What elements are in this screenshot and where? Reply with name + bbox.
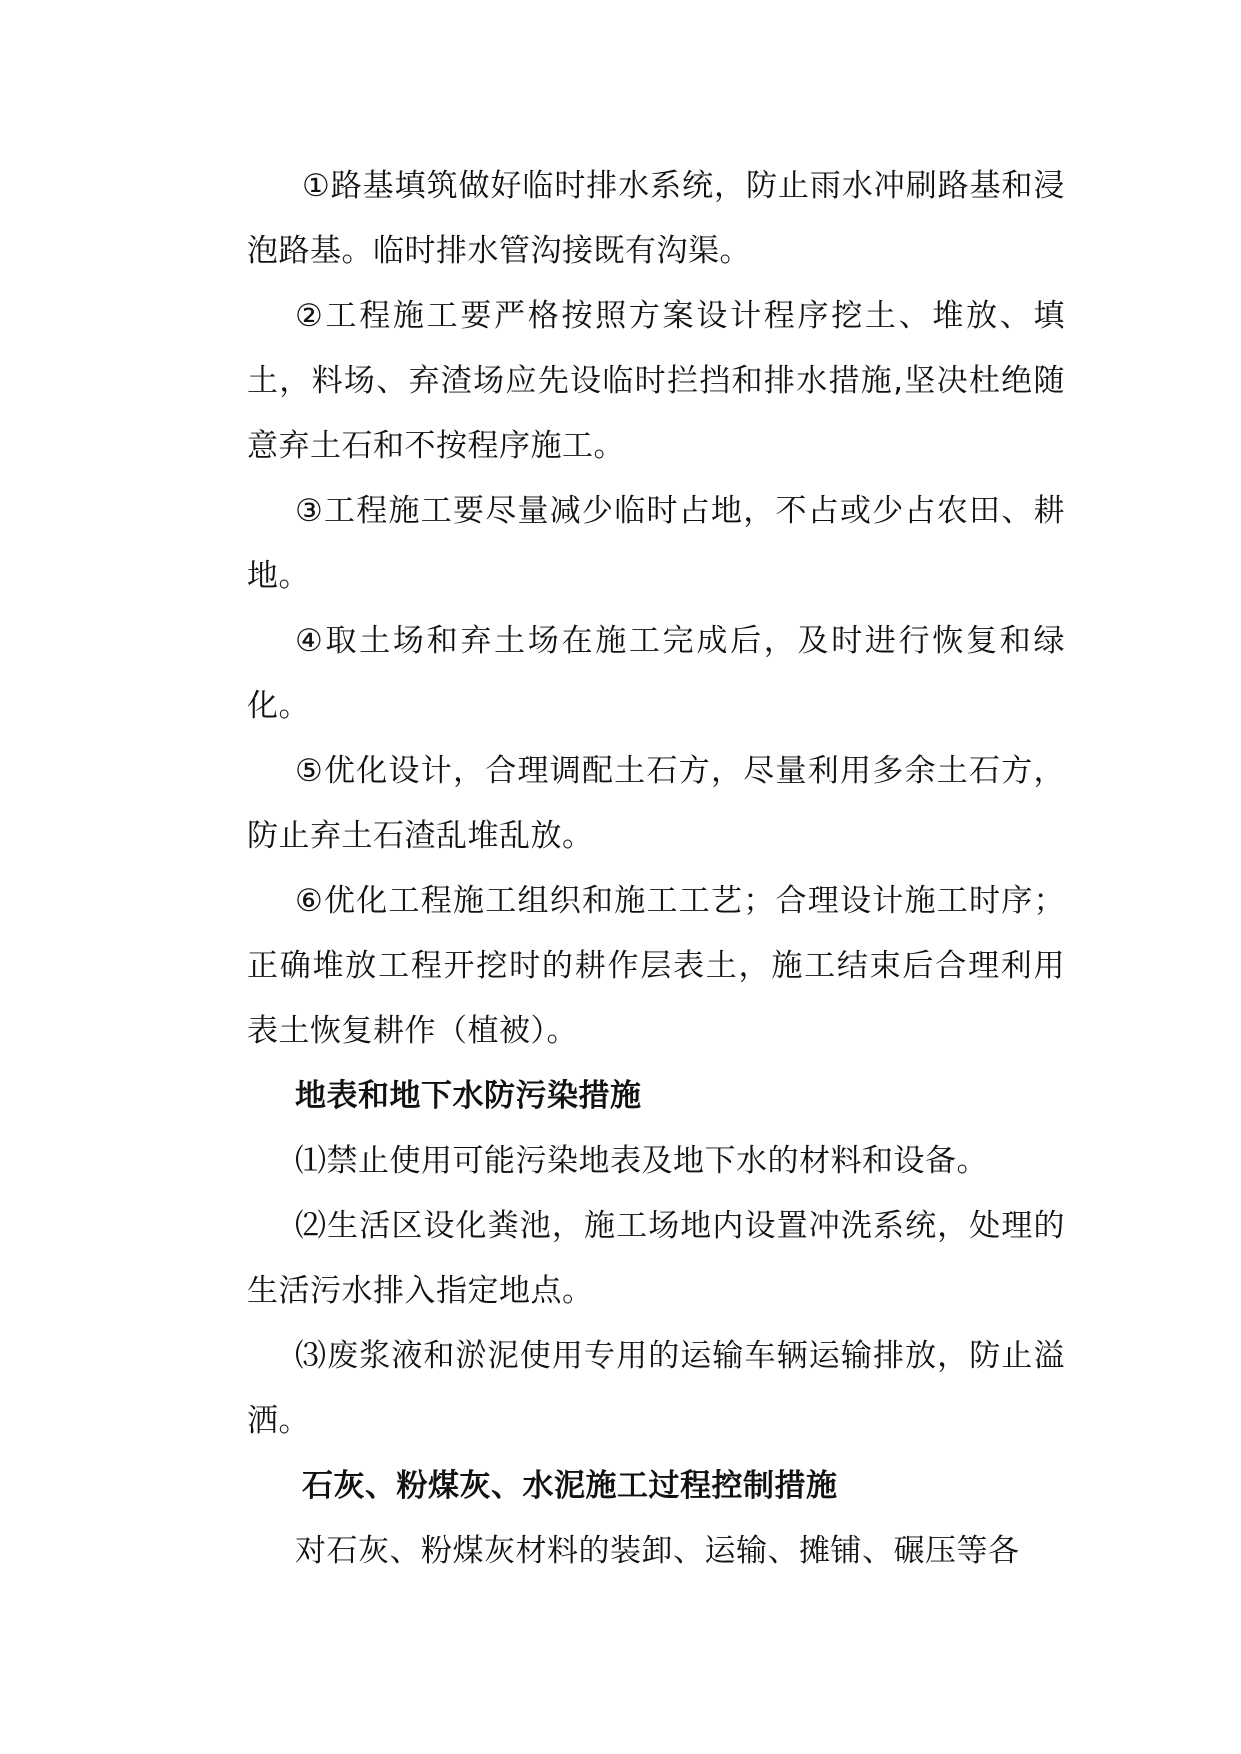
paragraph-item-6: ⑥优化工程施工组织和施工工艺；合理设计施工时序；正确堆放工程开挖时的耕作层表土，施工结束后合理利用表土恢复耕作（植被）。	[247, 883, 1065, 1049]
section-heading-lime-cement: 石灰、粉煤灰、水泥施工过程控制措施	[302, 1468, 838, 1504]
water-item-1: ⑴禁止使用可能污染地表及地下水的材料和设备。	[295, 1143, 988, 1179]
water-item-2: ⑵生活区设化粪池，施工场地内设置冲洗系统，处理的生活污水排入指定地点。	[247, 1208, 1065, 1309]
paragraph-item-2: ②工程施工要严格按照方案设计程序挖土、堆放、填土，料场、弃渣场应先设临时拦挡和排水措施,坚决杜绝随意弃土石和不按程序施工。	[247, 298, 1065, 464]
paragraph-item-1: ①路基填筑做好临时排水系统，防止雨水冲刷路基和浸泡路基。临时排水管沟接既有沟渠。	[247, 168, 1065, 269]
document-body	[247, 154, 1065, 1584]
section-heading-water-pollution: 地表和地下水防污染措施	[295, 1078, 642, 1114]
paragraph-item-4: ④取土场和弃土场在施工完成后，及时进行恢复和绿化。	[247, 623, 1065, 724]
lime-intro-paragraph: 对石灰、粉煤灰材料的装卸、运输、摊铺、碾压等各	[295, 1533, 1020, 1569]
paragraph-item-3: ③工程施工要尽量减少临时占地，不占或少占农田、耕地。	[247, 493, 1065, 594]
paragraph-item-5: ⑤优化设计，合理调配土石方，尽量利用多余土石方，防止弃土石渣乱堆乱放。	[247, 753, 1065, 854]
water-item-3: ⑶废浆液和淤泥使用专用的运输车辆运输排放，防止溢洒。	[247, 1338, 1065, 1439]
